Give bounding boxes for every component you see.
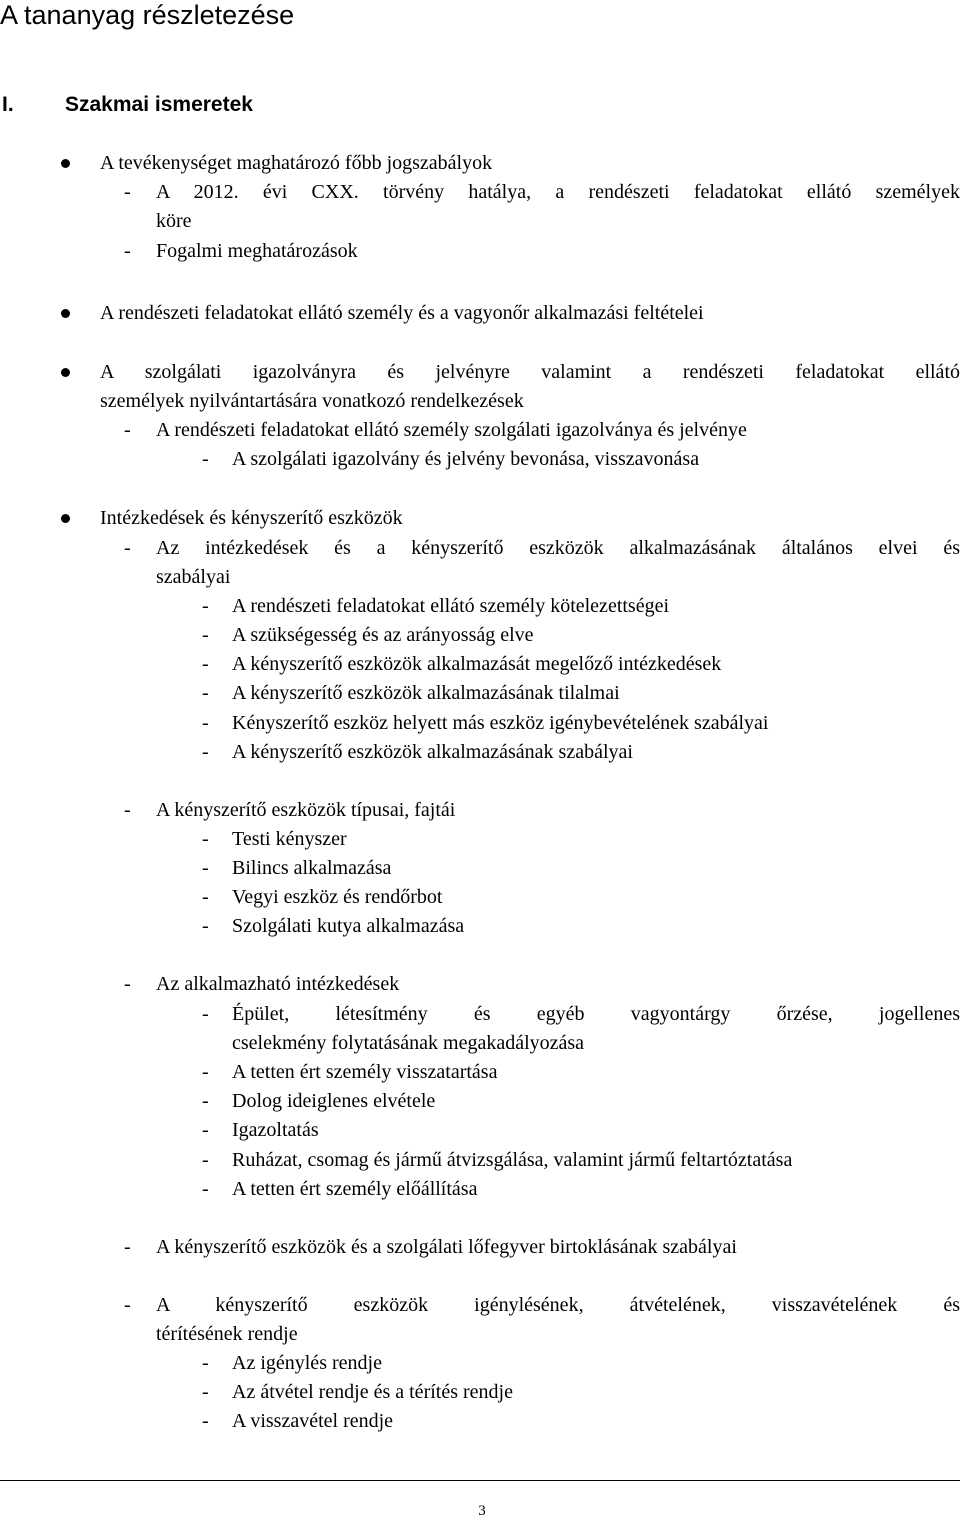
list-item: köre	[156, 210, 192, 232]
dash-icon: -	[202, 595, 209, 617]
dash-icon: -	[202, 653, 209, 675]
bullet-icon	[61, 309, 70, 318]
dash-icon: -	[202, 624, 209, 646]
footer-divider	[0, 1480, 960, 1481]
list-item: Bilincs alkalmazása	[232, 857, 392, 879]
list-item: Vegyi eszköz és rendőrbot	[232, 886, 443, 908]
list-item: A visszavétel rendje	[232, 1410, 394, 1432]
list-item: A szükségesség és az arányosság elve	[232, 624, 534, 646]
dash-icon: -	[202, 1178, 209, 1200]
dash-icon: -	[202, 1119, 209, 1141]
dash-icon: -	[124, 240, 131, 262]
dash-icon: -	[202, 1061, 209, 1083]
list-item: Ruházat, csomag és jármű átvizsgálása, valamint jármű feltartóztatása	[232, 1149, 793, 1171]
list-item: Épület, létesítmény és egyéb vagyontárgy őrzése, jogellenes	[232, 1003, 960, 1025]
dash-icon: -	[124, 537, 131, 559]
list-item: A kényszerítő eszközök és a szolgálati lőfegyver birtoklásának szabályai	[156, 1236, 737, 1258]
list-item: Szolgálati kutya alkalmazása	[232, 915, 465, 937]
list-item: Dolog ideiglenes elvétele	[232, 1090, 436, 1112]
dash-icon: -	[202, 1090, 209, 1112]
dash-icon: -	[202, 857, 209, 879]
list-item: A tetten ért személy visszatartása	[232, 1061, 498, 1083]
list-item: Az alkalmazható intézkedések	[156, 973, 400, 995]
list-item: A kényszerítő eszközök típusai, fajtái	[156, 799, 456, 821]
list-item: A tetten ért személy előállítása	[232, 1178, 478, 1200]
list-item: A rendészeti feladatokat ellátó személy szolgálati igazolványa és jelvénye	[156, 419, 747, 441]
dash-icon: -	[202, 712, 209, 734]
dash-icon: -	[124, 419, 131, 441]
dash-icon: -	[124, 181, 131, 203]
dash-icon: -	[202, 915, 209, 937]
section-number: I.	[2, 93, 14, 116]
list-item: Az átvétel rendje és a térítés rendje	[232, 1381, 513, 1403]
list-item: Az intézkedések és a kényszerítő eszközök alkalmazásának általános elvei és	[156, 537, 960, 559]
list-item: A kényszerítő eszközök igénylésének, átvételének, visszavételének és	[156, 1294, 960, 1316]
bullet-icon	[61, 159, 70, 168]
list-item: Az igénylés rendje	[232, 1352, 382, 1374]
dash-icon: -	[124, 799, 131, 821]
list-item: A tevékenységet maghatározó főbb jogszabályok	[100, 152, 493, 174]
list-item: cselekmény folytatásának megakadályozása	[232, 1032, 585, 1054]
dash-icon: -	[202, 886, 209, 908]
dash-icon: -	[124, 973, 131, 995]
bullet-icon	[61, 368, 70, 377]
dash-icon: -	[202, 682, 209, 704]
dash-icon: -	[202, 1149, 209, 1171]
list-item: A szolgálati igazolvány és jelvény bevonása, visszavonása	[232, 448, 700, 470]
list-item: Intézkedések és kényszerítő eszközök	[100, 507, 403, 529]
dash-icon: -	[202, 741, 209, 763]
list-item: Igazoltatás	[232, 1119, 319, 1141]
list-item: A szolgálati igazolványra és jelvényre valamint a rendészeti feladatokat ellátó	[100, 361, 960, 383]
list-item: térítésének rendje	[156, 1323, 298, 1345]
list-item: Testi kényszer	[232, 828, 347, 850]
dash-icon: -	[202, 1381, 209, 1403]
page-number: 3	[478, 1503, 486, 1519]
list-item: A rendészeti feladatokat ellátó személy kötelezettségei	[232, 595, 670, 617]
list-item: A rendészeti feladatokat ellátó személy és a vagyonőr alkalmazási feltételei	[100, 302, 704, 324]
dash-icon: -	[202, 1410, 209, 1432]
dash-icon: -	[124, 1236, 131, 1258]
dash-icon: -	[202, 448, 209, 470]
page-heading: A tananyag részletezése	[0, 0, 295, 30]
list-item: Kényszerítő eszköz helyett más eszköz igénybevételének szabályai	[232, 712, 769, 734]
section-title: Szakmai ismeretek	[65, 93, 253, 116]
dash-icon: -	[202, 1352, 209, 1374]
list-item: A kényszerítő eszközök alkalmazását megelőző intézkedések	[232, 653, 722, 675]
list-item: szabályai	[156, 566, 231, 588]
list-item: személyek nyilvántartására vonatkozó rendelkezések	[100, 390, 524, 412]
bullet-icon	[61, 514, 70, 523]
list-item: A kényszerítő eszközök alkalmazásának szabályai	[232, 741, 633, 763]
list-item: A kényszerítő eszközök alkalmazásának tilalmai	[232, 682, 620, 704]
dash-icon: -	[124, 1294, 131, 1316]
list-item: A 2012. évi CXX. törvény hatálya, a rendészeti feladatokat ellátó személyek	[156, 181, 960, 203]
dash-icon: -	[202, 828, 209, 850]
dash-icon: -	[202, 1003, 209, 1025]
list-item: Fogalmi meghatározások	[156, 240, 358, 262]
